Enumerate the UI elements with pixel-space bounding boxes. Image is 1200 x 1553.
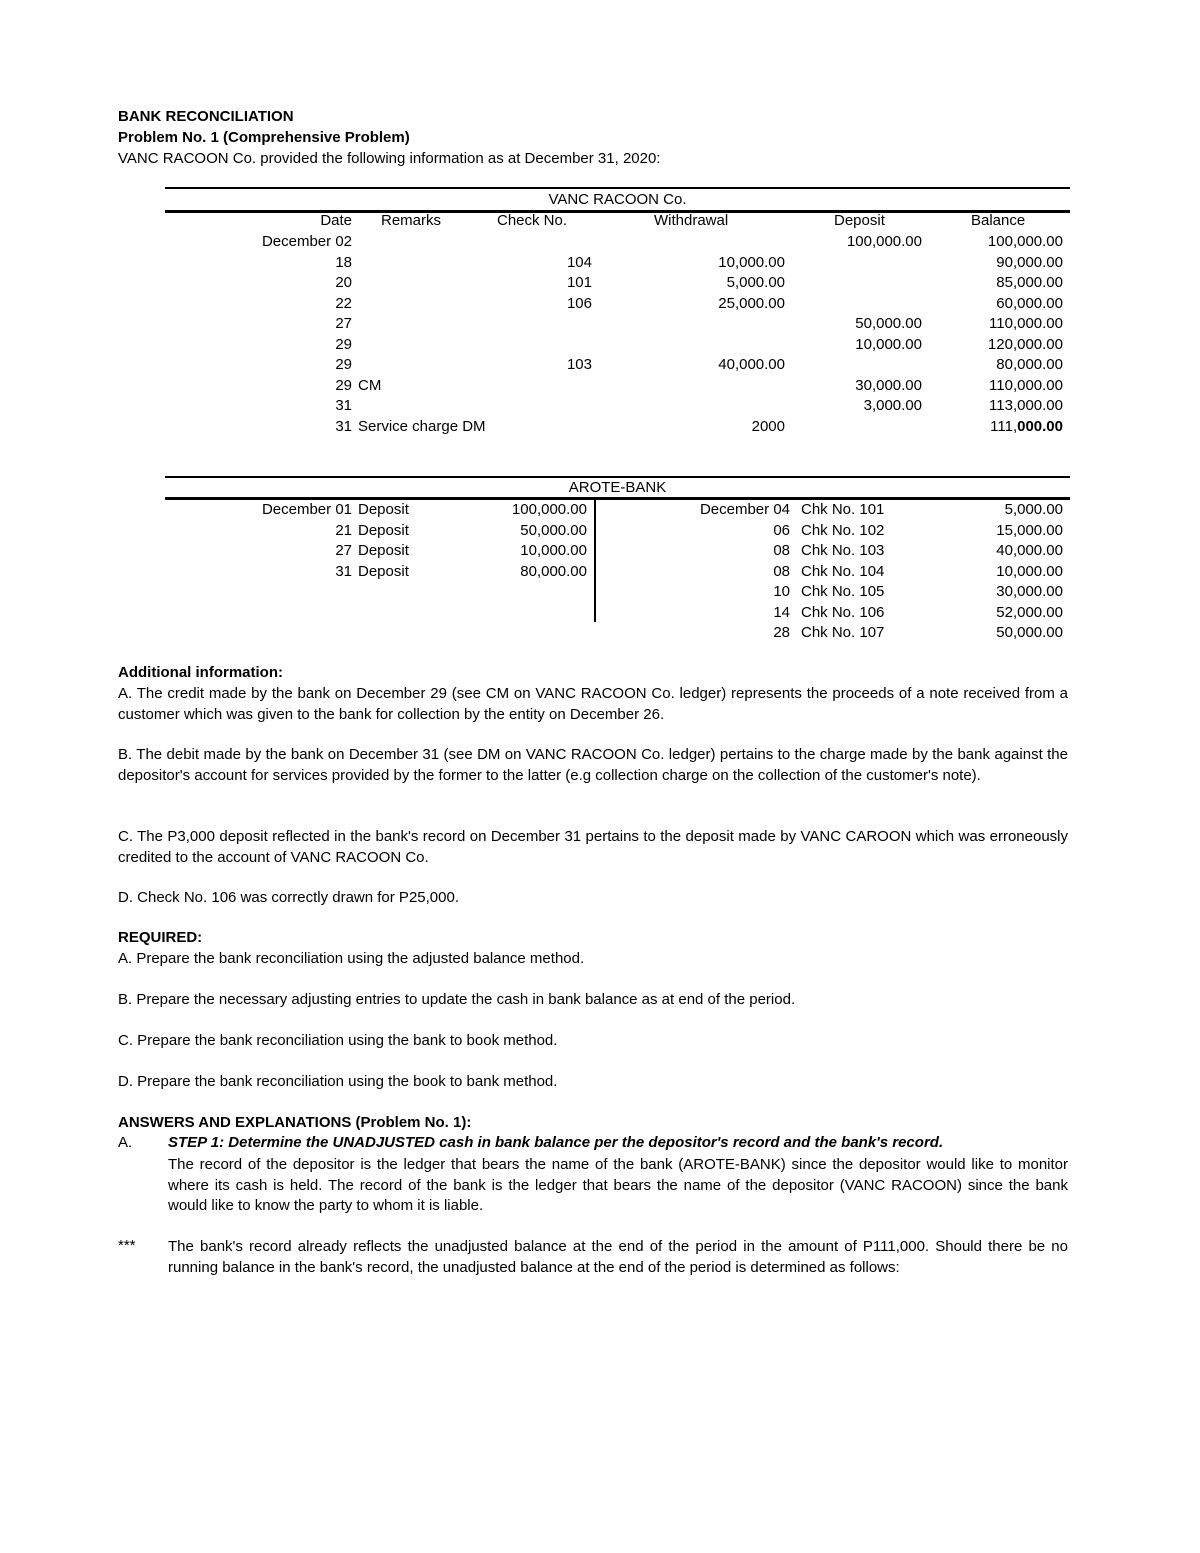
- column-header: Deposit: [834, 212, 885, 229]
- table-top-rule: [165, 476, 1070, 478]
- answer-letter: A.: [118, 1134, 133, 1151]
- row-deposit: 50,000.00: [855, 315, 922, 332]
- row-balance: 85,000.00: [996, 274, 1063, 291]
- row-balance: 113,000.00: [989, 397, 1063, 414]
- row-withdrawal: 25,000.00: [718, 294, 785, 312]
- required-heading: REQUIRED:: [118, 929, 203, 946]
- debit-amount: 80,000.00: [520, 562, 587, 580]
- credit-amount: 15,000.00: [996, 521, 1063, 539]
- row-date: 31: [335, 397, 352, 414]
- row-check-no: 106: [566, 294, 592, 312]
- debit-description: Deposit: [358, 562, 409, 580]
- row-deposit: 100,000.00: [846, 233, 922, 250]
- credit-description: Chk No. 103: [801, 542, 885, 559]
- row-remarks: CM: [358, 376, 382, 394]
- credit-description: Chk No. 106: [801, 603, 885, 621]
- column-header: Balance: [971, 212, 1026, 229]
- debit-date: 21: [335, 521, 352, 539]
- balance-part-bold: 000.00: [1017, 417, 1063, 435]
- credit-date: 10: [773, 583, 790, 600]
- additional-item-c: C. The P3,000 deposit reflected in the bank's record on December 31 pertains to the deposit made by VANC CAROON which was erroneously credited to the account of VANC RACOON Co.: [118, 828, 1068, 866]
- additional-item-d: D. Check No. 106 was correctly drawn for P25,000.: [118, 889, 459, 906]
- ledger-title: VANC RACOON Co.: [548, 191, 687, 208]
- credit-amount: 5,000.00: [1004, 501, 1063, 518]
- problem-heading: Problem No. 1 (Comprehensive Problem): [118, 129, 410, 146]
- row-check-no: 103: [566, 356, 592, 373]
- row-withdrawal: 2000: [751, 417, 785, 435]
- row-date: 29: [335, 335, 352, 353]
- additional-item-a: A. The credit made by the bank on December 29 (see CM on VANC RACOON Co. ledger) represents the proceeds of a note received from a customer which was given to the bank for collection by the entity on December 26.: [118, 685, 1068, 723]
- row-date: 27: [335, 315, 352, 332]
- row-date: December 02: [261, 233, 352, 250]
- row-withdrawal: 40,000.00: [718, 356, 785, 373]
- credit-date: 28: [773, 624, 790, 641]
- column-header: Remarks: [381, 212, 442, 229]
- row-balance: 60,000.00: [996, 294, 1063, 312]
- row-balance: 90,000.00: [996, 253, 1063, 271]
- required-item-b: B. Prepare the necessary adjusting entries to update the cash in bank balance as at end of the period.: [118, 991, 796, 1008]
- credit-date: 08: [773, 542, 790, 559]
- debit-description: Deposit: [358, 501, 409, 518]
- credit-description: Chk No. 107: [801, 624, 885, 641]
- column-header: Date: [320, 212, 352, 229]
- table-top-rule: [165, 187, 1070, 189]
- row-balance: 100,000.00: [987, 233, 1063, 250]
- bullet-explanation: The bank's record already reflects the unadjusted balance at the end of the period in the amount of P111,000. Should there be no running balance in the bank's record, the unadjusted balance at the end of the period is determined as follows:: [168, 1238, 1068, 1276]
- row-balance: [930, 417, 1063, 437]
- debit-amount: 100,000.00: [511, 501, 587, 518]
- credit-amount: 52,000.00: [996, 603, 1063, 621]
- required-item-a: A. Prepare the bank reconciliation using the adjusted balance method.: [118, 950, 585, 967]
- ledger-title: AROTE-BANK: [568, 479, 667, 496]
- column-header: Withdrawal: [654, 212, 729, 229]
- row-date: 22: [335, 294, 352, 312]
- debit-date: 27: [335, 542, 352, 559]
- required-item-d: D. Prepare the bank reconciliation using the book to bank method.: [118, 1073, 558, 1090]
- credit-description: Chk No. 102: [801, 521, 885, 539]
- credit-amount: 50,000.00: [996, 624, 1063, 641]
- problem-intro: VANC RACOON Co. provided the following information as at December 31, 2020:: [118, 150, 661, 167]
- row-deposit: 10,000.00: [855, 335, 922, 353]
- credit-date: 08: [773, 562, 790, 580]
- row-date: 29: [335, 356, 352, 373]
- credit-description: Chk No. 104: [801, 562, 885, 580]
- row-balance: 110,000.00: [989, 376, 1063, 394]
- row-date: 31: [335, 417, 352, 435]
- row-balance: 120,000.00: [987, 335, 1063, 353]
- additional-info-heading: Additional information:: [118, 664, 283, 681]
- document-title: BANK RECONCILIATION: [118, 108, 294, 125]
- credit-date: 14: [773, 603, 790, 621]
- debit-description: Deposit: [358, 521, 409, 539]
- step1-heading: STEP 1: Determine the UNADJUSTED cash in bank balance per the depositor's record and the bank's record.: [168, 1134, 944, 1151]
- credit-date: 06: [773, 521, 790, 539]
- row-deposit: 30,000.00: [855, 376, 922, 394]
- credit-amount: 10,000.00: [996, 562, 1063, 580]
- t-account-divider: [594, 500, 596, 622]
- balance-part: 111,: [990, 417, 1018, 435]
- credit-date: December 04: [699, 501, 790, 518]
- row-withdrawal: 5,000.00: [726, 274, 785, 291]
- credit-description: Chk No. 105: [801, 583, 885, 600]
- row-deposit: 3,000.00: [863, 397, 922, 414]
- credit-description: Chk No. 101: [801, 501, 885, 518]
- row-check-no: 104: [566, 253, 592, 271]
- row-date: 20: [335, 274, 352, 291]
- debit-date: December 01: [261, 501, 352, 518]
- row-date: 29: [335, 376, 352, 394]
- debit-amount: 50,000.00: [520, 521, 587, 539]
- debit-amount: 10,000.00: [520, 542, 587, 559]
- row-balance: 110,000.00: [989, 315, 1063, 332]
- row-remarks: Service charge DM: [358, 417, 486, 435]
- row-check-no: 101: [566, 274, 592, 291]
- credit-amount: 30,000.00: [996, 583, 1063, 600]
- row-balance: 80,000.00: [996, 356, 1063, 373]
- additional-item-b: B. The debit made by the bank on December 31 (see DM on VANC RACOON Co. ledger) pertains to the charge made by the bank against the depositor's account for services provided by the former to the latter (e.g collection charge on the collection of the customer's note).: [118, 746, 1068, 784]
- debit-date: 31: [335, 562, 352, 580]
- debit-description: Deposit: [358, 542, 409, 559]
- column-header: Check No.: [497, 212, 568, 229]
- credit-amount: 40,000.00: [996, 542, 1063, 559]
- row-withdrawal: 10,000.00: [718, 253, 785, 271]
- answers-heading: ANSWERS AND EXPLANATIONS (Problem No. 1):: [118, 1114, 472, 1131]
- bullet-marker: ***: [118, 1237, 136, 1254]
- step1-explanation: The record of the depositor is the ledger that bears the name of the bank (AROTE-BANK) since the depositor would like to monitor where its cash is held. The record of the bank is the ledger that bears the name of the depositor (VANC RACOON) since the bank would like to know the party to whom it is liable.: [168, 1156, 1068, 1214]
- row-date: 18: [335, 253, 352, 271]
- required-item-c: C. Prepare the bank reconciliation using the bank to book method.: [118, 1032, 558, 1049]
